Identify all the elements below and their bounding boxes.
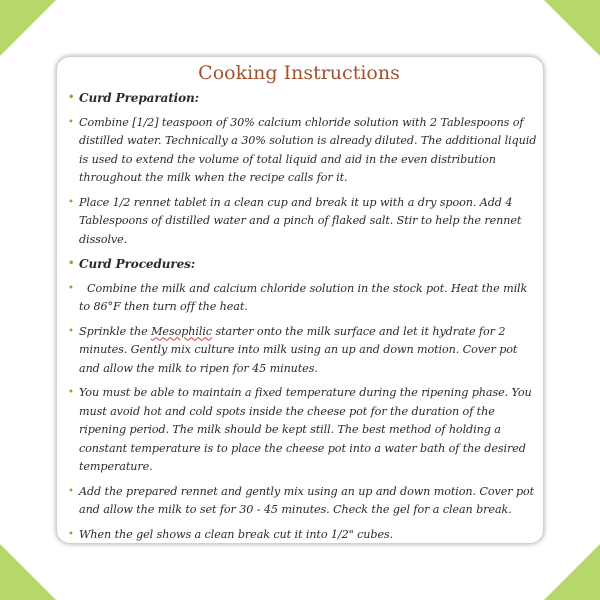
step-text: Add the prepared rennet and gently mix using an up and down motion. Cover pot and allow the milk to set for 30 - 45 minutes. Check the gel for a clean break.: [79, 484, 535, 516]
bullet-icon: •: [68, 258, 75, 269]
corner-decoration-bottom-left: [0, 544, 56, 600]
list-item: [69, 384, 539, 477]
corner-decoration-top-right: [544, 0, 600, 56]
step-text: Place 1/2 rennet tablet in a clean cup and break it up with a dry spoon. Add 4 Tablespoons of distilled water and a pinch of flaked salt. Stir to help the rennet dissolve.: [79, 195, 522, 246]
bullet-icon: •: [68, 387, 74, 398]
corner-decoration-bottom-right: [544, 544, 600, 600]
list-item: [69, 114, 539, 188]
list-item: [69, 280, 539, 317]
bullet-icon: •: [68, 116, 74, 128]
step-text: Combine the milk and calcium chloride solution in the stock pot. Heat the milk to 86°F then turn off the heat.: [79, 281, 528, 313]
heading-text: Curd Procedures:: [79, 257, 196, 271]
step-text: When the gel shows a clean break cut it into 1/2" cubes.: [79, 527, 394, 541]
instructions-list: [69, 89, 539, 544]
instructions-card: [56, 56, 544, 544]
bullet-icon: •: [68, 485, 74, 497]
bullet-icon: •: [68, 528, 74, 540]
corner-decoration-top-left: [0, 0, 56, 56]
list-item: [69, 526, 539, 545]
bullet-icon: •: [68, 325, 74, 337]
step-text: You must be able to maintain a fixed temperature during the ripening phase. You must avoid hot and cold spots inside the cheese pot for the duration of the ripening period. The milk should be kept still. The best method of holding a constant temperature is to place the cheese pot into a water bath of the desired temperature.: [79, 386, 532, 473]
step-text-before: Sprinkle the: [79, 324, 152, 338]
section-heading-curd-preparation: [69, 89, 539, 108]
spellcheck-flagged-word: Mesophilic: [151, 324, 212, 338]
step-text: [79, 325, 517, 375]
list-item: [69, 194, 539, 250]
bullet-icon: •: [68, 196, 74, 208]
list-item: [69, 483, 539, 520]
heading-text: Curd Preparation:: [79, 91, 199, 105]
step-text-after: starter onto the milk surface and let it hydrate for 2 minutes. Gently mix culture into milk using an up and down motion. Cover pot and allow the milk to ripen for 45 minutes.: [79, 324, 518, 375]
page-title: Cooking Instructions: [198, 62, 400, 84]
bullet-icon: •: [68, 282, 74, 294]
bullet-icon: •: [68, 92, 75, 103]
step-text: Combine [1/2] teaspoon of 30% calcium chloride solution with 2 Tablespoons of distilled water. Technically a 30% solution is already diluted. The additional liquid is used to extend the volume of total liquid and aid in the even distribution throughout the milk when the recipe calls for it.: [79, 115, 537, 184]
section-heading-curd-procedures: [69, 255, 539, 274]
list-item: [69, 323, 539, 379]
